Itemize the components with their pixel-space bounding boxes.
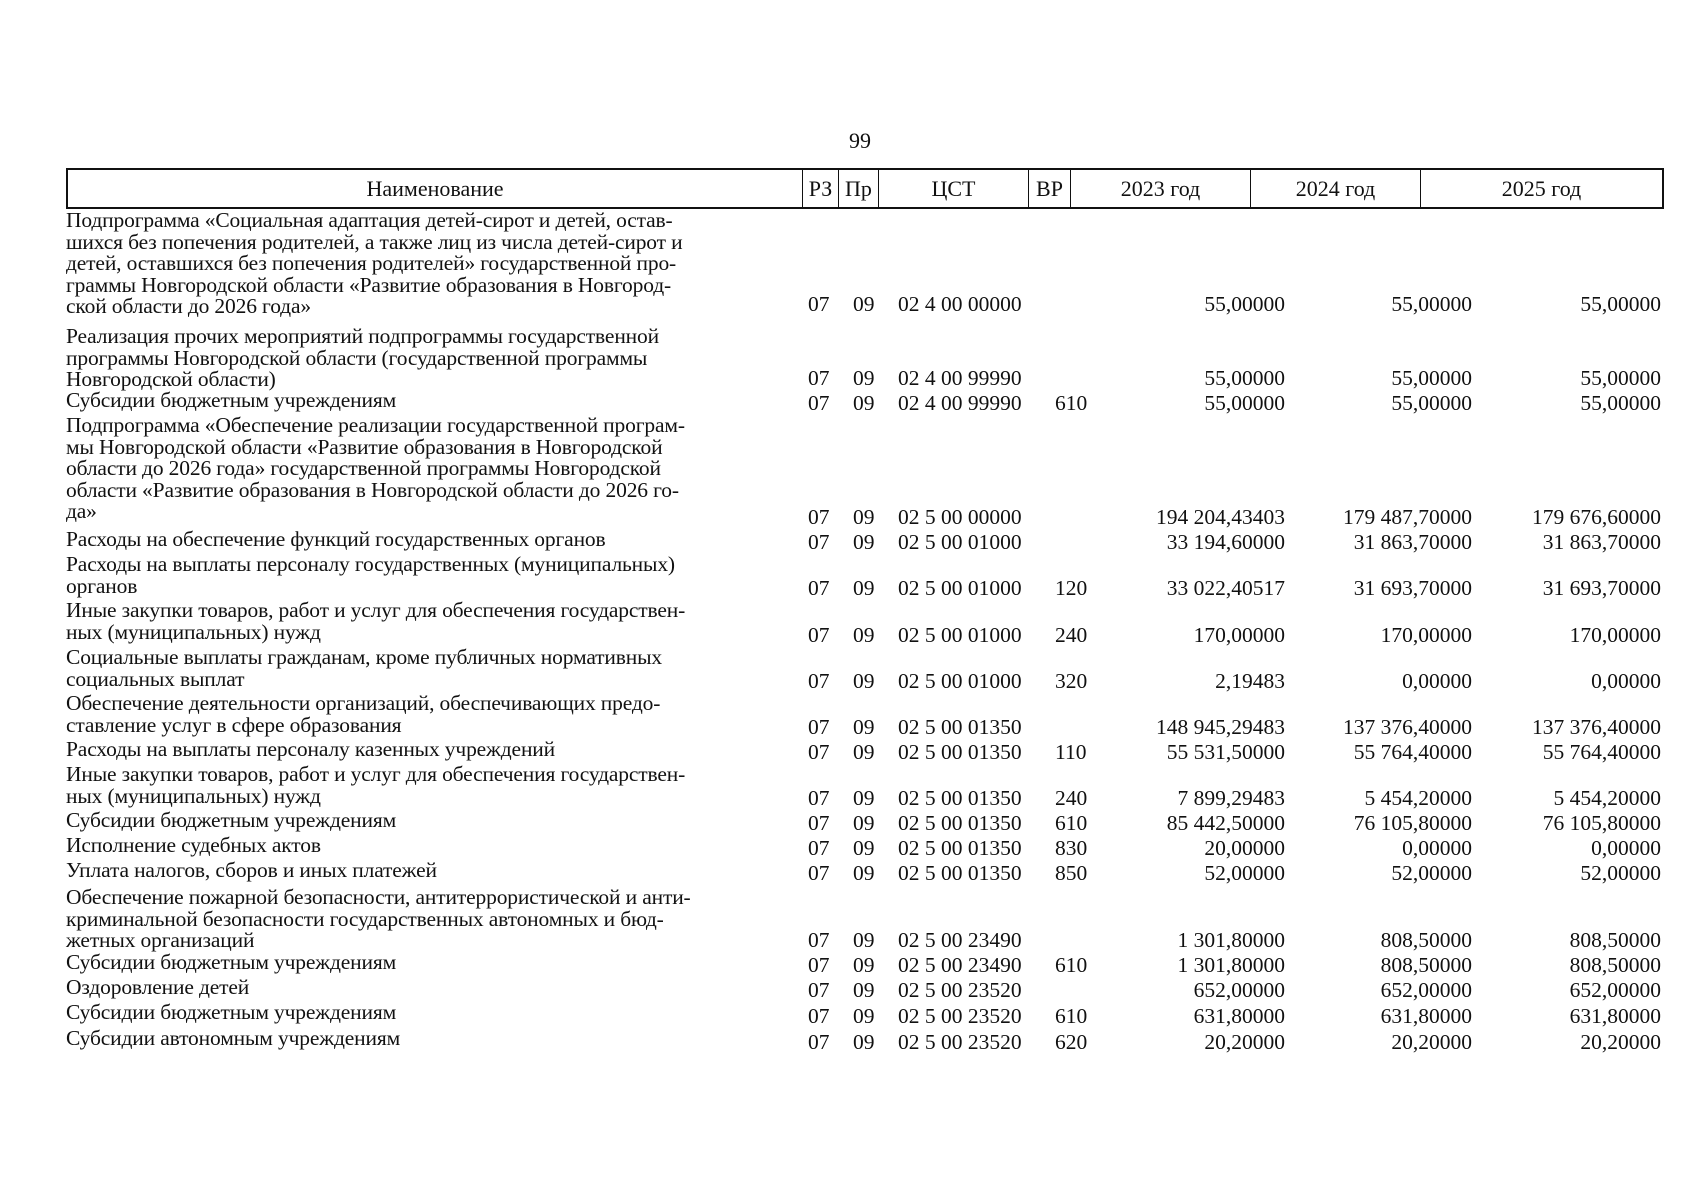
row-cst: 02 5 00 00000 xyxy=(898,505,1022,529)
header-2025: 2025 год xyxy=(1501,176,1582,201)
row-2023: 55,00000 xyxy=(1204,391,1285,415)
row-2025: 5 454,20000 xyxy=(1553,786,1661,810)
row-cst: 02 5 00 01000 xyxy=(898,530,1022,554)
row-vr: 240 xyxy=(1055,786,1088,810)
row-2025: 0,00000 xyxy=(1591,836,1661,860)
row-cst: 02 5 00 23520 xyxy=(898,978,1022,1002)
row-rz: 07 xyxy=(808,623,830,647)
row-2024: 52,00000 xyxy=(1391,861,1472,885)
row-cst: 02 5 00 23490 xyxy=(898,928,1022,952)
row-2023: 2,19483 xyxy=(1215,669,1285,693)
table-row xyxy=(0,835,1695,860)
row-2025: 631,80000 xyxy=(1569,1004,1661,1028)
row-rz: 07 xyxy=(808,391,830,415)
row-name: Социальные выплаты гражданам, кроме публичных нормативных социальных выплат xyxy=(66,645,663,691)
row-vr: 120 xyxy=(1055,576,1088,600)
row-2025: 0,00000 xyxy=(1591,669,1661,693)
row-cst: 02 5 00 01000 xyxy=(898,669,1022,693)
row-2024: 652,00000 xyxy=(1380,978,1472,1002)
row-2024: 55,00000 xyxy=(1391,391,1472,415)
row-2024: 808,50000 xyxy=(1380,928,1472,952)
row-pr: 09 xyxy=(853,740,875,764)
row-rz: 07 xyxy=(808,530,830,554)
row-pr: 09 xyxy=(853,715,875,739)
row-name: Реализация прочих мероприятий подпрограммы государственной программы Новгородской области (государственной программы Новгородской области) xyxy=(66,324,659,391)
row-pr: 09 xyxy=(853,928,875,952)
row-rz: 07 xyxy=(808,669,830,693)
row-2023: 194 204,43403 xyxy=(1156,505,1285,529)
row-2025: 31 693,70000 xyxy=(1542,576,1661,600)
row-pr: 09 xyxy=(853,1030,875,1054)
row-2025: 55 764,40000 xyxy=(1542,740,1661,764)
table-row xyxy=(0,554,1695,600)
row-name: Расходы на выплаты персоналу государственных (муниципальных) органов xyxy=(66,552,675,598)
row-pr: 09 xyxy=(853,505,875,529)
row-2025: 31 863,70000 xyxy=(1542,530,1661,554)
row-2023: 652,00000 xyxy=(1193,978,1285,1002)
row-name: Иные закупки товаров, работ и услуг для обеспечения государствен- ных (муниципальных) нужд xyxy=(66,762,686,808)
row-cst: 02 5 00 01000 xyxy=(898,576,1022,600)
row-rz: 07 xyxy=(808,861,830,885)
row-name: Подпрограмма «Социальная адаптация детей-сирот и детей, остав- шихся без попечения родителей, а также лиц из числа детей-сирот и детей, оставшихся без попечения родителей» государственной про- граммы Новгородской области «Развитие образования в Новгород- ской области до 2026 года» xyxy=(66,208,683,318)
row-pr: 09 xyxy=(853,292,875,316)
row-2025: 76 105,80000 xyxy=(1542,811,1661,835)
row-vr: 830 xyxy=(1055,836,1088,860)
row-2023: 631,80000 xyxy=(1193,1004,1285,1028)
row-2025: 55,00000 xyxy=(1580,391,1661,415)
row-rz: 07 xyxy=(808,928,830,952)
table-row xyxy=(0,739,1695,764)
table-header xyxy=(66,168,1664,209)
row-vr: 610 xyxy=(1055,1004,1088,1028)
row-cst: 02 5 00 23520 xyxy=(898,1030,1022,1054)
header-pr: Пр xyxy=(839,170,879,207)
row-pr: 09 xyxy=(853,391,875,415)
row-name: Исполнение судебных актов xyxy=(66,833,321,857)
row-2025: 179 676,60000 xyxy=(1532,505,1661,529)
row-rz: 07 xyxy=(808,836,830,860)
header-rz: РЗ xyxy=(803,170,839,207)
row-2023: 20,00000 xyxy=(1204,836,1285,860)
row-2024: 137 376,40000 xyxy=(1343,715,1472,739)
row-2024: 5 454,20000 xyxy=(1364,786,1472,810)
row-2024: 31 693,70000 xyxy=(1353,576,1472,600)
row-vr: 240 xyxy=(1055,623,1088,647)
row-rz: 07 xyxy=(808,953,830,977)
row-2025: 55,00000 xyxy=(1580,292,1661,316)
table-row xyxy=(0,390,1695,415)
row-cst: 02 5 00 01350 xyxy=(898,740,1022,764)
row-rz: 07 xyxy=(808,786,830,810)
row-rz: 07 xyxy=(808,576,830,600)
row-rz: 07 xyxy=(808,811,830,835)
row-2023: 20,20000 xyxy=(1204,1030,1285,1054)
table-row xyxy=(0,977,1695,1002)
row-name: Подпрограмма «Обеспечение реализации государственной програм- мы Новгородской области «Развитие образования в Новгородской области до 2026 года» государственной программы Новгородской области «Развитие образования в Новгородской области до 2026 го- да» xyxy=(66,413,685,523)
row-pr: 09 xyxy=(853,623,875,647)
row-name: Обеспечение деятельности организаций, обеспечивающих предо- ставление услуг в сфере образования xyxy=(66,691,661,737)
header-name: Наименование xyxy=(68,170,803,207)
row-2025: 52,00000 xyxy=(1580,861,1661,885)
row-2023: 7 899,29483 xyxy=(1177,786,1285,810)
row-cst: 02 5 00 01350 xyxy=(898,786,1022,810)
table-row xyxy=(0,810,1695,835)
row-rz: 07 xyxy=(808,366,830,390)
row-pr: 09 xyxy=(853,530,875,554)
row-2024: 55,00000 xyxy=(1391,292,1472,316)
row-name: Обеспечение пожарной безопасности, антитеррористической и анти- криминальной безопасности государственных автономных и бюд- жетных организаций xyxy=(66,885,691,952)
row-name: Уплата налогов, сборов и иных платежей xyxy=(66,858,437,882)
table-row xyxy=(0,415,1695,529)
row-2025: 652,00000 xyxy=(1569,978,1661,1002)
row-name: Субсидии автономным учреждениям xyxy=(66,1026,401,1050)
row-name: Субсидии бюджетным учреждениям xyxy=(66,388,397,412)
row-cst: 02 4 00 99990 xyxy=(898,391,1022,415)
table-row xyxy=(0,860,1695,885)
row-cst: 02 5 00 23520 xyxy=(898,1004,1022,1028)
row-2024: 0,00000 xyxy=(1402,669,1472,693)
row-vr: 610 xyxy=(1055,953,1088,977)
row-pr: 09 xyxy=(853,953,875,977)
row-2025: 137 376,40000 xyxy=(1532,715,1661,739)
table-row xyxy=(0,326,1695,390)
page-number: 99 xyxy=(849,128,871,153)
header-2024: 2024 год xyxy=(1251,170,1421,207)
row-2024: 179 487,70000 xyxy=(1343,505,1472,529)
row-cst: 02 4 00 00000 xyxy=(898,292,1022,316)
row-rz: 07 xyxy=(808,740,830,764)
row-2023: 33 022,40517 xyxy=(1166,576,1285,600)
row-cst: 02 5 00 23490 xyxy=(898,953,1022,977)
table-row xyxy=(0,764,1695,810)
table-row xyxy=(0,1002,1695,1028)
row-2023: 55,00000 xyxy=(1204,366,1285,390)
row-2023: 52,00000 xyxy=(1204,861,1285,885)
row-pr: 09 xyxy=(853,786,875,810)
row-2024: 0,00000 xyxy=(1402,836,1472,860)
row-name: Расходы на выплаты персоналу казенных учреждений xyxy=(66,737,556,761)
row-2025: 55,00000 xyxy=(1580,366,1661,390)
row-2025: 170,00000 xyxy=(1569,623,1661,647)
row-2023: 33 194,60000 xyxy=(1166,530,1285,554)
row-name: Субсидии бюджетным учреждениям xyxy=(66,808,397,832)
row-2024: 631,80000 xyxy=(1380,1004,1472,1028)
row-rz: 07 xyxy=(808,1030,830,1054)
row-rz: 07 xyxy=(808,505,830,529)
row-vr: 610 xyxy=(1055,391,1088,415)
header-vr: ВР xyxy=(1029,170,1071,207)
header-cst: ЦСТ xyxy=(879,170,1029,207)
row-pr: 09 xyxy=(853,576,875,600)
row-cst: 02 5 00 01350 xyxy=(898,836,1022,860)
row-2025: 808,50000 xyxy=(1569,928,1661,952)
row-rz: 07 xyxy=(808,978,830,1002)
table-row xyxy=(0,529,1695,554)
row-name: Субсидии бюджетным учреждениям xyxy=(66,1000,397,1024)
row-cst: 02 5 00 01350 xyxy=(898,811,1022,835)
row-vr: 620 xyxy=(1055,1030,1088,1054)
row-vr: 850 xyxy=(1055,861,1088,885)
table-row xyxy=(0,1028,1695,1054)
row-cst: 02 5 00 01000 xyxy=(898,623,1022,647)
row-2024: 55 764,40000 xyxy=(1353,740,1472,764)
row-2023: 55,00000 xyxy=(1204,292,1285,316)
row-pr: 09 xyxy=(853,1004,875,1028)
table-row xyxy=(0,600,1695,647)
row-2024: 76 105,80000 xyxy=(1353,811,1472,835)
row-pr: 09 xyxy=(853,978,875,1002)
row-2025: 20,20000 xyxy=(1580,1030,1661,1054)
row-pr: 09 xyxy=(853,836,875,860)
row-cst: 02 5 00 01350 xyxy=(898,861,1022,885)
row-vr: 610 xyxy=(1055,811,1088,835)
table-row xyxy=(0,647,1695,693)
table-row xyxy=(0,210,1695,316)
row-name: Иные закупки товаров, работ и услуг для обеспечения государствен- ных (муниципальных) нужд xyxy=(66,598,686,644)
row-rz: 07 xyxy=(808,1004,830,1028)
row-pr: 09 xyxy=(853,861,875,885)
row-2025: 808,50000 xyxy=(1569,953,1661,977)
row-pr: 09 xyxy=(853,669,875,693)
row-pr: 09 xyxy=(853,811,875,835)
row-2023: 170,00000 xyxy=(1193,623,1285,647)
row-2024: 31 863,70000 xyxy=(1353,530,1472,554)
table-row xyxy=(0,887,1695,952)
row-name: Субсидии бюджетным учреждениям xyxy=(66,950,397,974)
row-2024: 55,00000 xyxy=(1391,366,1472,390)
row-cst: 02 5 00 01350 xyxy=(898,715,1022,739)
table-row xyxy=(0,952,1695,977)
row-name: Оздоровление детей xyxy=(66,975,250,999)
row-vr: 320 xyxy=(1055,669,1088,693)
row-rz: 07 xyxy=(808,715,830,739)
row-2024: 808,50000 xyxy=(1380,953,1472,977)
row-pr: 09 xyxy=(853,366,875,390)
row-2023: 1 301,80000 xyxy=(1177,928,1285,952)
row-rz: 07 xyxy=(808,292,830,316)
row-2024: 170,00000 xyxy=(1380,623,1472,647)
row-2024: 20,20000 xyxy=(1391,1030,1472,1054)
row-vr: 110 xyxy=(1055,740,1087,764)
header-2023: 2023 год xyxy=(1071,170,1251,207)
row-2023: 148 945,29483 xyxy=(1156,715,1285,739)
table-row xyxy=(0,693,1695,739)
row-cst: 02 4 00 99990 xyxy=(898,366,1022,390)
row-name: Расходы на обеспечение функций государственных органов xyxy=(66,527,606,551)
row-2023: 85 442,50000 xyxy=(1166,811,1285,835)
row-2023: 1 301,80000 xyxy=(1177,953,1285,977)
row-2023: 55 531,50000 xyxy=(1166,740,1285,764)
